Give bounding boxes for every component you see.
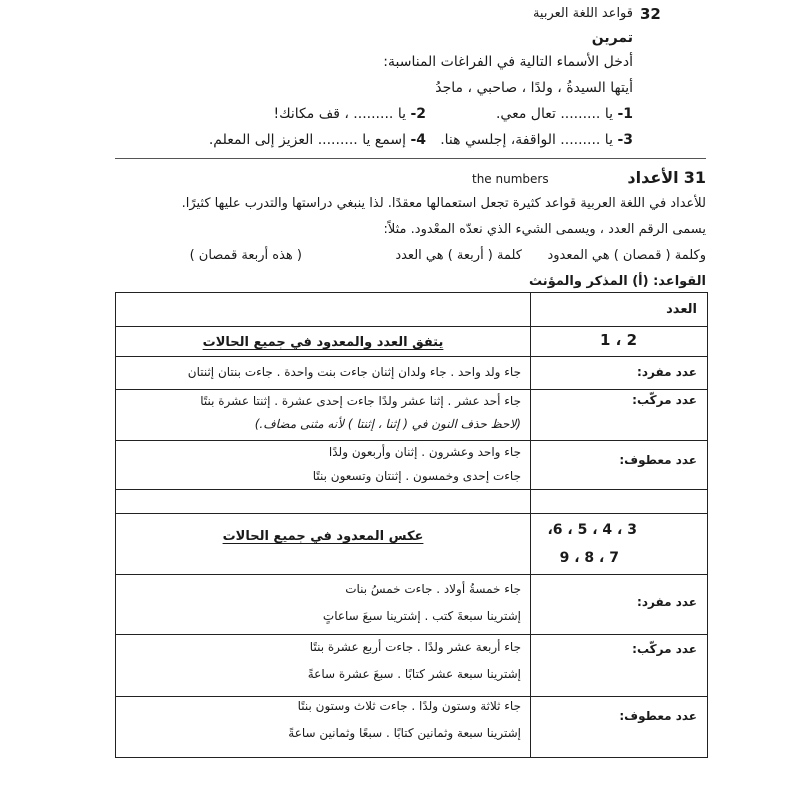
column-divider [530, 293, 531, 696]
section-english-title: the numbers [472, 172, 549, 186]
numbers-table-last-row [115, 695, 708, 758]
group1-numbers: 1 ، 2 [599, 331, 638, 349]
item-text: يا ......... الواقفة، إجلسي هنا. [440, 132, 613, 148]
group2-numbers-line1: 3 ، 4 ، 5 ، 6، [547, 522, 637, 538]
section-heading [627, 168, 706, 187]
group2-row-line: جاء خمسةُ أولاد . جاءت خمسُ بنات [345, 582, 521, 596]
section-divider [115, 158, 706, 159]
exercise-item-1 [496, 106, 633, 122]
group2-row-line: جاء ثلاثة وستون ولدًا . جاءت ثلاث وستون بنتًا [297, 699, 521, 713]
book-title: قواعد اللغة العربية [532, 6, 633, 21]
row-divider [116, 440, 707, 441]
table-header-label: العدد [666, 302, 697, 317]
row-divider [116, 513, 707, 514]
group2-numbers-line2: 7 ، 8 ، 9 [559, 550, 619, 566]
row-divider [116, 389, 707, 390]
section-number: 31 [683, 168, 706, 187]
column-divider [530, 695, 531, 757]
row-divider [116, 326, 707, 327]
row-divider [116, 489, 707, 490]
example-sentence: ( هذه أربعة قمصان ) [189, 248, 302, 263]
group1-row-line: جاء أحد عشر . إثنا عشر ولدًا جاءت إحدى عشرة . إثنتا عشرة بنتًا [200, 394, 521, 408]
section-intro: للأعداد في اللغة العربية قواعد كثيرة تجعل استعمالها معقدًا. لذا ينبغي دراستها والتدرب عليها كثيرًا. [181, 196, 706, 211]
group1-row-line: جاءت إحدى وخمسون . إثنتان وتسعون بنتًا [312, 469, 521, 483]
row-divider [116, 574, 707, 575]
item-text: يا ......... ، قف مكانك! [273, 106, 406, 122]
exercise-title: تمرين [591, 30, 633, 46]
group2-row-line: إشترينا سبعةَ كتب . إشترينا سبعَ ساعاتٍ [322, 609, 521, 623]
item-number: 1- [617, 106, 633, 122]
group2-row-line: إشترينا سبعة وثمانين كتابًا . سبعًا وثمانين ساعةً [288, 726, 521, 740]
exercise-item-4 [209, 132, 426, 148]
item-text: يا ......... تعال معي. [495, 106, 613, 122]
exercise-word-bank: أيتها السيدةُ ، ولدًا ، صاحبي ، ماجدُ [435, 80, 633, 96]
group1-row-label: عدد معطوف: [619, 453, 697, 467]
section-definition: يسمى الرقم العدد ، ويسمى الشيء الذي نعدّه المعْدود. مثلاً: [383, 222, 706, 237]
row-divider [116, 356, 707, 357]
item-number: 3- [617, 132, 633, 148]
group2-row-line: إشترينا سبعة عشر كتابًا . سبعَ عشرة ساعةً [307, 667, 521, 681]
group1-row-note: (لاحظ حذف النون في ( إثنا ، إثنتا ) لأنه مثنى مضاف.) [254, 417, 521, 431]
section-title: الأعداد [627, 168, 679, 187]
page-number: 32 [640, 5, 661, 23]
exercise-instruction: أدخل الأسماء التالية في الفراغات المناسبة: [383, 54, 633, 70]
group1-rule: يتفق العدد والمعدود في جميع الحالات [202, 335, 444, 350]
numbers-table [115, 292, 708, 697]
row-divider [116, 634, 707, 635]
group2-row-label: عدد مفرد: [637, 595, 697, 609]
rules-label: القواعد: (أ) المذكر والمؤنث [529, 274, 706, 289]
group1-row-label: عدد مفرد: [637, 365, 697, 379]
item-text: إسمع يا ......... العزيز إلى المعلم. [208, 132, 406, 148]
group1-row-label: عدد مركّب: [632, 393, 697, 407]
item-number: 4- [410, 132, 426, 148]
group1-row-line: جاء واحد وعشرون . إثنان وأربعون ولدًا [328, 445, 521, 459]
group2-row-label: عدد مركّب: [632, 642, 697, 656]
exercise-item-2 [273, 106, 426, 122]
example-explain-2: وكلمة ( قمصان ) هي المعدود [547, 248, 706, 263]
group2-row-label: عدد معطوف: [619, 709, 697, 723]
group2-rule: عكس المعدود في جميع الحالات [222, 529, 424, 544]
exercise-item-3 [440, 132, 633, 148]
group1-row-line: جاء ولد واحد . جاء ولدان إثنان جاءت بنت واحدة . جاءت بنتان إثنتان [187, 365, 521, 379]
item-number: 2- [410, 106, 426, 122]
example-explain-1: كلمة ( أربعة ) هي العدد [395, 248, 522, 263]
group2-row-line: جاء أربعة عشر ولدًا . جاءت أربع عشرة بنتًا [309, 640, 521, 654]
